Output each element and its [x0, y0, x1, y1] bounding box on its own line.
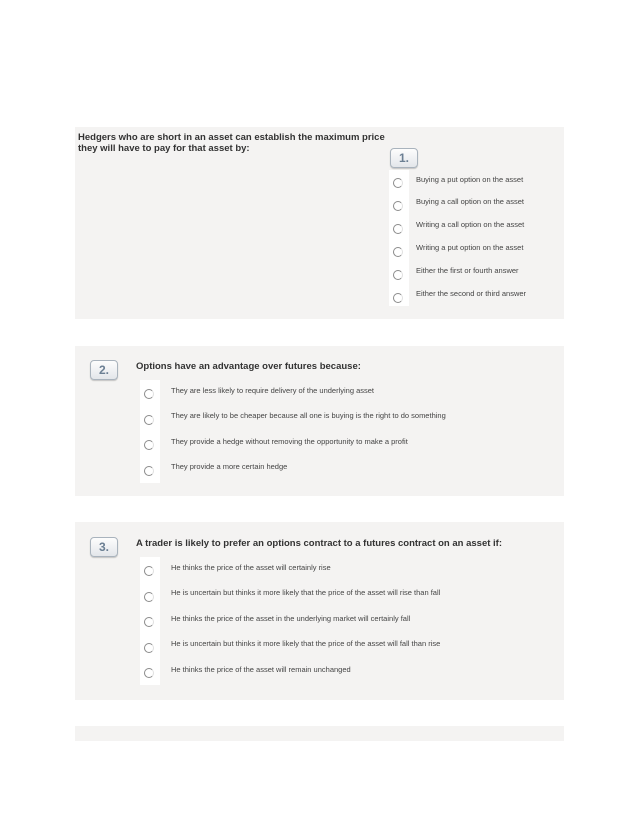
radio-button-icon [393, 178, 403, 188]
question-2-option-3-label: They provide a hedge without removing the opportunity to make a profit [171, 437, 408, 446]
question-3-option-4-label: He is uncertain but thinks it more likely that the price of the asset will fall than rise [171, 639, 441, 648]
question-3-option-5-radio[interactable] [140, 663, 158, 681]
question-2-option-1-radio[interactable] [140, 384, 158, 402]
radio-button-icon [144, 592, 154, 602]
question-1-option-5-radio[interactable] [389, 265, 407, 283]
question-1-option-1-label: Buying a put option on the asset [416, 175, 524, 184]
question-2-option-2-label: They are likely to be cheaper because all one is buying is the right to do something [171, 411, 446, 420]
question-3-option-3-label: He thinks the price of the asset in the underlying market will certainly fall [171, 614, 411, 623]
question-3-number-badge: 3. [90, 537, 118, 557]
question-1-option-3-label: Writing a call option on the asset [416, 220, 525, 229]
question-3-option-4-radio[interactable] [140, 638, 158, 656]
question-4-panel [75, 726, 564, 741]
radio-button-icon [144, 566, 154, 576]
question-3-option-1-radio[interactable] [140, 561, 158, 579]
question-3-option-2-label: He is uncertain but thinks it more likely that the price of the asset will rise than fall [171, 588, 441, 597]
question-1-option-6-label: Either the second or third answer [416, 289, 527, 298]
question-2-option-2-radio[interactable] [140, 410, 158, 428]
radio-button-icon [144, 415, 154, 425]
question-1-option-1-radio[interactable] [389, 173, 407, 191]
question-2-option-4-radio[interactable] [140, 461, 158, 479]
radio-button-icon [144, 440, 154, 450]
question-1-option-2-label: Buying a call option on the asset [416, 197, 524, 206]
radio-button-icon [393, 293, 403, 303]
radio-button-icon [144, 668, 154, 678]
question-1-option-5-label: Either the first or fourth answer [416, 266, 519, 275]
question-3-option-5-label: He thinks the price of the asset will remain unchanged [171, 665, 351, 674]
question-3-option-1-label: He thinks the price of the asset will certainly rise [171, 563, 331, 572]
radio-button-icon [144, 643, 154, 653]
question-1-option-4-label: Writing a put option on the asset [416, 243, 524, 252]
radio-button-icon [393, 270, 403, 280]
question-3-option-2-radio[interactable] [140, 587, 158, 605]
question-1-option-4-radio[interactable] [389, 242, 407, 260]
question-1-text: Hedgers who are short in an asset can establish the maximum price they will have to pay for that asset by: [78, 132, 385, 154]
radio-button-icon [144, 389, 154, 399]
question-2-option-4-label: They provide a more certain hedge [171, 462, 288, 471]
question-1-number-badge: 1. [390, 148, 418, 168]
question-1-option-2-radio[interactable] [389, 196, 407, 214]
question-2-option-3-radio[interactable] [140, 435, 158, 453]
radio-button-icon [393, 201, 403, 211]
question-3-option-3-radio[interactable] [140, 612, 158, 630]
radio-button-icon [393, 224, 403, 234]
question-2-option-1-label: They are less likely to require delivery of the underlying asset [171, 386, 375, 395]
question-2-number-badge: 2. [90, 360, 118, 380]
radio-button-icon [393, 247, 403, 257]
question-3-text: A trader is likely to prefer an options contract to a futures contract on an asset if: [136, 538, 503, 549]
radio-button-icon [144, 617, 154, 627]
question-2-text: Options have an advantage over futures because: [136, 361, 361, 372]
question-1-option-6-radio[interactable] [389, 288, 407, 306]
radio-button-icon [144, 466, 154, 476]
question-1-option-3-radio[interactable] [389, 219, 407, 237]
